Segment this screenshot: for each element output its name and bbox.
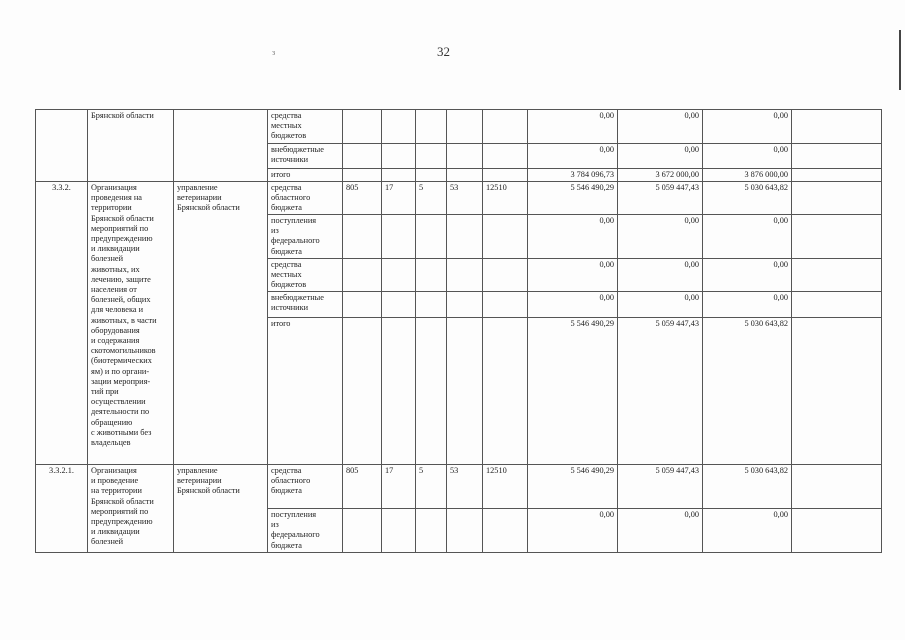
amount-2020: 0,00: [618, 215, 703, 259]
amount-2021: 0,00: [703, 292, 792, 318]
page-edge-line: [899, 30, 901, 90]
amount-2021: 5 030 643,82: [703, 318, 792, 465]
funding-source-label: поступления из федерального бюджета: [268, 215, 343, 259]
funding-source-label: поступления из федерального бюджета: [268, 509, 343, 553]
amount-2020: 0,00: [618, 144, 703, 169]
amount-2020: 0,00: [618, 509, 703, 553]
direction-code: 12510: [483, 465, 528, 509]
row-number-cell: 3.3.2.1.: [36, 465, 88, 553]
funding-source-label: средства местных бюджетов: [268, 110, 343, 144]
budget-table: [35, 109, 882, 553]
amount-2021: 5 030 643,82: [703, 182, 792, 215]
amount-2020: 5 059 447,43: [618, 318, 703, 465]
amount-2021: 0,00: [703, 144, 792, 169]
funding-source-label: внебюджетные источники: [268, 292, 343, 318]
amount-2021: 0,00: [703, 215, 792, 259]
funding-source-label: итого: [268, 169, 343, 182]
amount-2020: 3 672 000,00: [618, 169, 703, 182]
section-code: 17: [382, 465, 416, 509]
funding-source-label: средства областного бюджета: [268, 182, 343, 215]
amount-2021: 0,00: [703, 259, 792, 292]
amount-2019: 3 784 096,73: [528, 169, 618, 182]
executor-cell: управление ветеринарии Брянской области: [174, 465, 268, 553]
table-row: [36, 465, 882, 509]
subprogram-code: 53: [447, 182, 483, 215]
amount-2019: 5 546 490,29: [528, 182, 618, 215]
page-number: 32: [437, 44, 450, 59]
measure-name-cell: Брянской области: [88, 110, 174, 182]
amount-2020: 0,00: [618, 259, 703, 292]
program-code: 5: [416, 182, 447, 215]
grbs-code: 805: [343, 182, 382, 215]
amount-2019: 0,00: [528, 509, 618, 553]
amount-2019: 0,00: [528, 292, 618, 318]
amount-2021: 0,00: [703, 110, 792, 144]
amount-2019: 0,00: [528, 144, 618, 169]
amount-2019: 0,00: [528, 110, 618, 144]
measure-name-cell: Организация и проведение на территории Брянской области мероприятий по предупреждению и ликвидации болезней: [88, 465, 174, 553]
program-code: 5: [416, 465, 447, 509]
row-number-cell: 3.3.2.: [36, 182, 88, 465]
grbs-code: 805: [343, 465, 382, 509]
funding-source-label: средства местных бюджетов: [268, 259, 343, 292]
amount-2020: 5 059 447,43: [618, 465, 703, 509]
table-row: [36, 182, 882, 215]
amount-2021: 3 876 000,00: [703, 169, 792, 182]
table-row: [36, 110, 882, 144]
scan-mark: з: [272, 48, 276, 57]
amount-2020: 0,00: [618, 110, 703, 144]
amount-2020: 5 059 447,43: [618, 182, 703, 215]
executor-cell: управление ветеринарии Брянской области: [174, 182, 268, 465]
amount-2019: 5 546 490,29: [528, 318, 618, 465]
funding-source-label: средства областного бюджета: [268, 465, 343, 509]
amount-2020: 0,00: [618, 292, 703, 318]
amount-2019: 0,00: [528, 259, 618, 292]
measure-name-cell: Организация проведения на территории Брянской области мероприятий по предупреждению и ликвидации болезней животных, их лечению, защите населения от болезней, общих для человека и животных, в части оборудования и содержания скотомогильников (биотермических ям) и по органи- зации мероприя- тий при осуществлении деятельности по обращению с животными без владельцев: [88, 182, 174, 465]
row-number-cell: [36, 110, 88, 182]
amount-2021: 0,00: [703, 509, 792, 553]
section-code: 17: [382, 182, 416, 215]
subprogram-code: 53: [447, 465, 483, 509]
amount-2019: 5 546 490,29: [528, 465, 618, 509]
funding-source-label: внебюджетные источники: [268, 144, 343, 169]
executor-cell: [174, 110, 268, 182]
direction-code: 12510: [483, 182, 528, 215]
funding-source-label: итого: [268, 318, 343, 465]
amount-2021: 5 030 643,82: [703, 465, 792, 509]
amount-2019: 0,00: [528, 215, 618, 259]
